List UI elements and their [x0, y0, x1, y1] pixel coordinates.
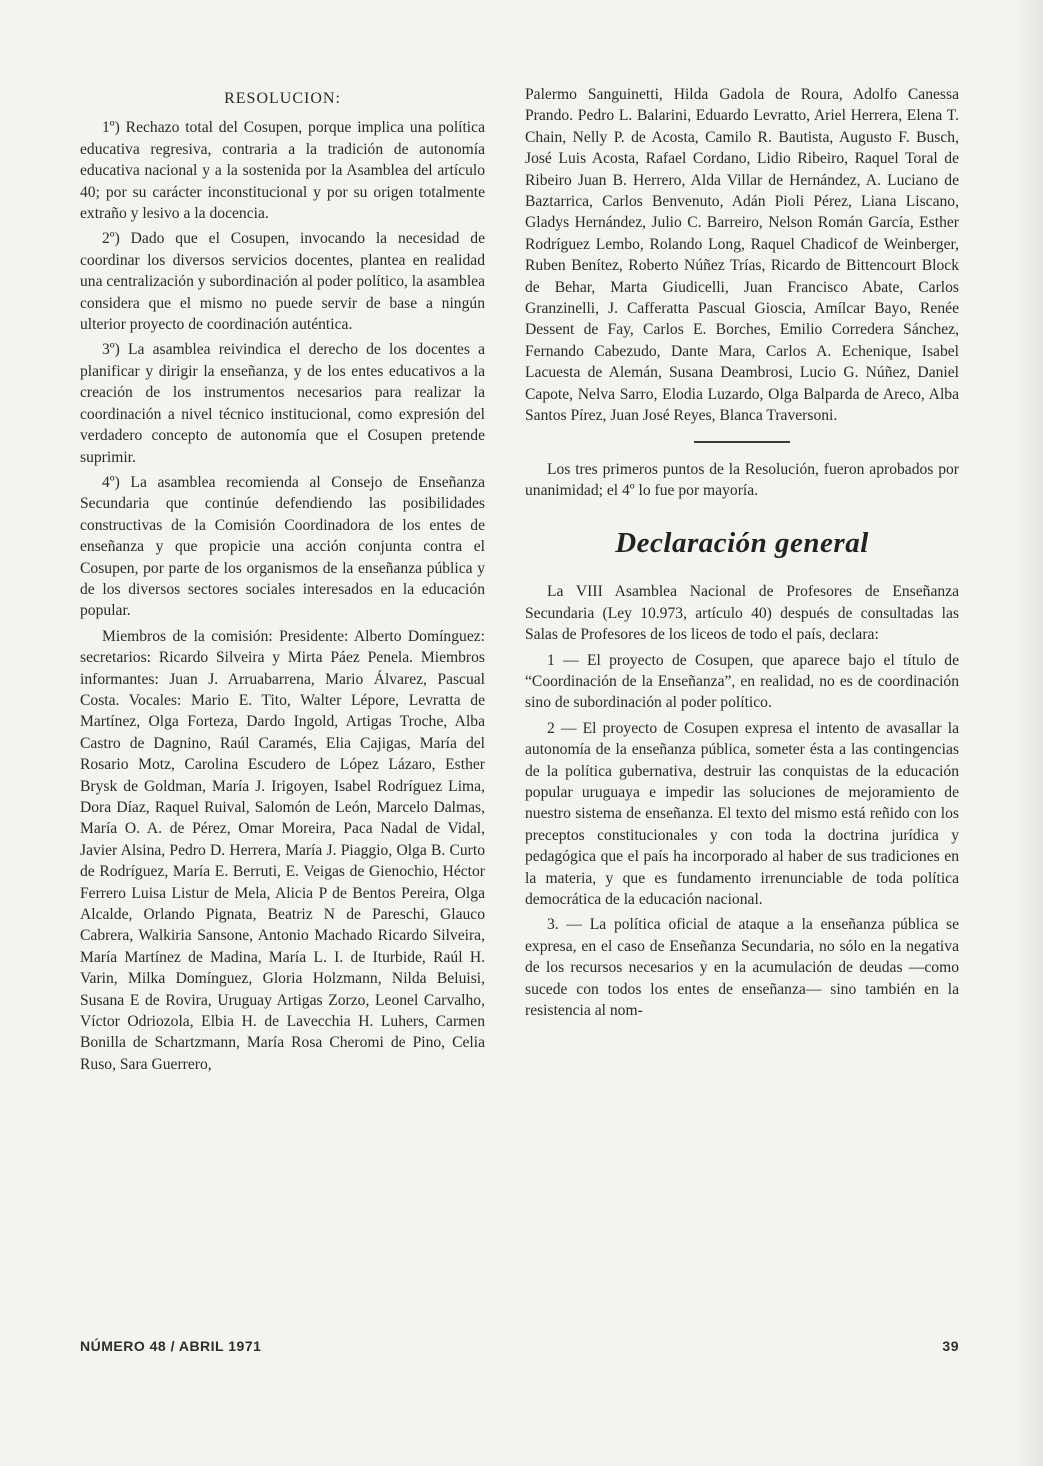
right-column — [525, 84, 959, 1025]
declaration-point-2: 2 — El proyecto de Cosupen expresa el intento de avasallar la autonomía de la enseñanza pública, someter ésta a las contingencias de la política gubernativa, destruir las conquistas de la educación popular uruguaya e impedir las soluciones de mejoramiento de nuestro sistema de enseñanza. El texto del mismo está reñido con los preceptos constitucionales y con toda la doctrina jurídica y pedagógica que el país ha incorporado al haber de sus tradiciones en la materia, y que es fundamento irrenunciable de toda política democrática de la educación nacional. — [525, 719, 959, 908]
page-edge-shadow — [1013, 0, 1043, 1466]
resolution-point-1: 1º) Rechazo total del Cosupen, porque implica una política educativa regresiva, contraria a la tradición de autonomía educativa nacional y a la sostenida por la Asamblea del artículo 40; por su carácter inconstitucional y por su origen totalmente extraño y lesivo a la docencia. — [80, 119, 485, 223]
resolution-point-3: 3º) La asamblea reivindica el derecho de los docentes a planificar y dirigir la enseñanza, y de los entes educativos a la creación de los instrumentos necesarios para realizar la coordinación a nivel técnico institucional, como expresión del verdadero concepto de autonomía que el Cosupen pretende suprimir. — [80, 341, 485, 466]
resolution-heading: RESOLUCION: — [224, 90, 341, 107]
vote-note: Los tres primeros puntos de la Resolución, fueron aprobados por unanimidad; el 4º lo fue por mayoría. — [525, 460, 959, 499]
commission-members-continued: Palermo Sanguinetti, Hilda Gadola de Roura, Adolfo Canessa Prando. Pedro L. Balarini, Eduardo Levratto, Ariel Herrera, Elena T. Chain, Nelly P. de Acosta, Camilo R. Bautista, Augusto F. Busch, José Luis Acosta, Rafael Cordano, Lidio Ribeiro, Raquel Toral de Ribeiro Juan B. Herrero, Alda Villar de Hernández, A. Luciano de Baztarrica, Carlos Benvenuto, Adán Pioli Pérez, Liana Liscano, Gladys Hernández, Julio C. Barreiro, Nelson Román García, Esther Rodríguez Lembo, Rolando Long, Raquel Chadicof de Weinberger, Ruben Benítez, Roberto Núñez Trías, Ricardo de Bittencourt Block de Behar, Marta Giudicelli, Juan Francisco Abate, Carlos Granzinelli, J. Cafferatta Pascual Gioscia, Amílcar Bayo, Renée Dessent de Fay, Carlos E. Borches, Emilio Corredera Sánchez, Fernando Cabezudo, Dante Mara, Carlos A. Echenique, Isabel Lacuesta de Alemán, Susana Deambrosi, Lucio G. Núñez, Daniel Capote, Nelva Sarro, Elodia Luzardo, Olga Balparda de Areco, Alba Santos Pírez, Juan José Reyes, Blanca Traversoni. — [525, 86, 959, 425]
commission-members: Miembros de la comisión: Presidente: Alberto Domínguez: secretarios: Ricardo Silveira y Mirta Páez Penela. Miembros informantes: Juan J. Arruabarrena, Mario Álvarez, Pascual Costa. Vocales: Mario E. Tito, Walter Lépore, Levratta de Martínez, Olga Forteza, Dardo Ingold, Artigas Troche, Alba Castro de Dagnino, Raúl Caramés, Elia Cajigas, María del Rosario Motz, Carolina Escudero de López Lázaro, Esther Brysk de Goldman, María J. Irigoyen, Isabel Rodríguez Lima, Dora Díaz, Raquel Ruival, Salomón de León, Marcelo Dalmas, María O. A. de Pérez, Omar Moreira, Paca Nadal de Vidal, Javier Alsina, Pedro D. Herrera, María J. Piaggio, Olga B. Curto de Rodríguez, María E. Berruti, E. Veigas de Gienochio, Héctor Ferrero Luisa Listur de Mela, Alicia P de Bentos Pereira, Olga Alcalde, Orlando Pignata, Beatriz N de Pareschi, Glauco Cabrera, Walkiria Sansone, Antonio Machado Ricardo Silveira, María Martínez de Madina, María L. I. de Iturbide, Raúl H. Varin, Milka Domínguez, Gloria Holzmann, Nilda Beluisi, Susana E de Rovira, Uruguay Artigas Zorzo, Leonel Carvalho, Víctor Odriozola, Elbia H. de Lavecchia H. Luhers, Carmen Bonilla de Schartzmann, María Rosa Cheromi de Pino, Celia Ruso, Sara Guerrero, — [80, 627, 485, 1073]
left-column — [80, 88, 485, 1079]
declaration-point-3: 3. — La política oficial de ataque a la enseñanza pública se expresa, en el caso de Enseñanza Secundaria, no sólo en la negativa de los recursos necesarios y en la acumulación de deudas —como sucede con todos los entes de enseñanza— sino también en la resistencia al nom- — [525, 916, 959, 1020]
resolution-point-4: 4º) La asamblea recomienda al Consejo de Enseñanza Secundaria que continúe defendiendo las posibilidades constructivas de la Comisión Coordinadora de los entes de enseñanza y que propicie una acción conjunta contra el Cosupen, por parte de los organismos de la enseñanza pública y de los diversos sectores sociales interesados en la educación popular. — [80, 473, 485, 620]
declaration-point-1: 1 — El proyecto de Cosupen, que aparece bajo el título de “Coordinación de la Enseñanza”, en realidad, no es de coordinación sino de subordinación al poder político. — [525, 651, 959, 712]
section-divider — [694, 441, 790, 443]
issue-label: NÚMERO 48 / ABRIL 1971 — [80, 1338, 262, 1354]
resolution-point-2: 2º) Dado que el Cosupen, invocando la necesidad de coordinar los diversos servicios docentes, plantea en realidad una centralización y subordinación al poder político, la asamblea considera que el mismo no puede servir de base a ningún ulterior proyecto de coordinación auténtica. — [80, 230, 485, 334]
declaration-intro: La VIII Asamblea Nacional de Profesores de Enseñanza Secundaria (Ley 10.973, artículo 40) después de consultadas las Salas de Profesores de los liceos de todo el país, declara: — [525, 583, 959, 644]
section-title: Declaración general — [615, 527, 869, 560]
page-number: 39 — [942, 1338, 959, 1354]
